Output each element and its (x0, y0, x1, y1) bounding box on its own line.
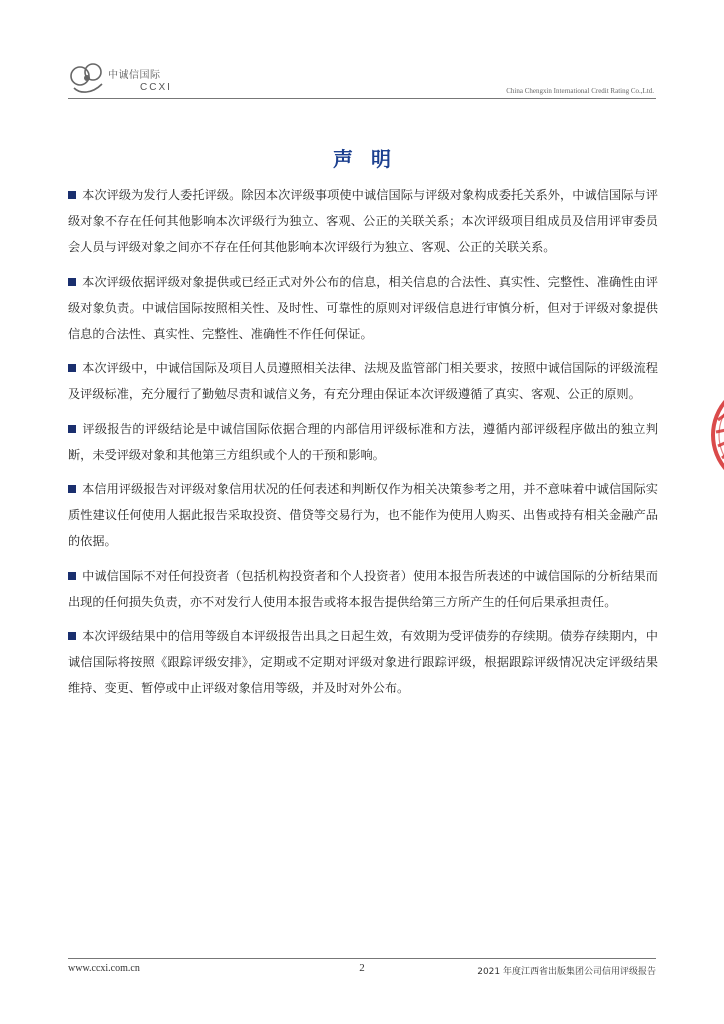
official-seal-icon (700, 370, 724, 500)
square-bullet-icon (68, 485, 76, 493)
footer-divider (68, 958, 656, 959)
footer-report-name: 2021 年度江西省出版集团公司信用评级报告 (477, 967, 656, 977)
square-bullet-icon (68, 191, 76, 199)
statement-text: 本次评级依据评级对象提供或已经正式对外公布的信息，相关信息的合法性、真实性、完整性、准确性由评级对象负责。中诚信国际按照相关性、及时性、可靠性的原则对评级信息进行审慎分析，但对于评级对象提供信息的合法性、真实性、完整性、准确性不作任何保证。 (68, 274, 658, 341)
statement-text: 评级报告的评级结论是中诚信国际依据合理的内部信用评级标准和方法，遵循内部评级程序做出的独立判断，未受评级对象和其他第三方组织或个人的干预和影响。 (68, 421, 658, 462)
logo-english-name: CCXI (140, 82, 172, 93)
footer-website: www.ccxi.com.cn (68, 963, 140, 974)
statement-item (68, 476, 658, 554)
statement-text: 本次评级为发行人委托评级。除因本次评级事项使中诚信国际与评级对象构成委托关系外，中诚信国际与评级对象不存在任何其他影响本次评级行为独立、客观、公正的关联关系；本次评级项目组成员及信用评审委员会人员与评级对象之间亦不存在任何其他影响本次评级行为独立、客观、公正的关联关系。 (68, 188, 658, 254)
statement-item (68, 623, 658, 701)
square-bullet-icon (68, 632, 76, 640)
statement-item (68, 355, 658, 407)
statement-list (68, 182, 658, 710)
header-divider (68, 98, 656, 99)
statement-text: 本次评级中，中诚信国际及项目人员遵照相关法律、法规及监管部门相关要求，按照中诚信国际的评级流程及评级标准，充分履行了勤勉尽责和诚信义务，有充分理由保证本次评级遵循了真实、客观、公正的原则。 (68, 361, 658, 401)
logo-chinese-name: 中诚信国际 (108, 70, 161, 81)
square-bullet-icon (68, 425, 76, 433)
statement-item (68, 269, 658, 347)
square-bullet-icon (68, 364, 76, 372)
statement-text: 本信用评级报告对评级对象信用状况的任何表述和判断仅作为相关决策参考之用，并不意味着中诚信国际实质性建议任何使用人据此报告采取投资、借贷等交易行为，也不能作为使用人购买、出售或持有相关金融产品的依据。 (68, 482, 658, 548)
statement-item (68, 416, 658, 468)
statement-item (68, 182, 658, 260)
ccxi-logo-icon (68, 58, 108, 96)
company-english-name: China Chengxin International Credit Rating Co.,Ltd. (506, 87, 654, 95)
page-header (68, 58, 656, 98)
statement-text: 中诚信国际不对任何投资者（包括机构投资者和个人投资者）使用本报告所表述的中诚信国际的分析结果而出现的任何损失负责，亦不对发行人使用本报告或将本报告提供给第三方所产生的任何后果承担责任。 (68, 568, 658, 609)
page-number: 2 (359, 962, 365, 974)
square-bullet-icon (68, 278, 76, 286)
square-bullet-icon (68, 572, 76, 580)
statement-text: 本次评级结果中的信用等级自本评级报告出具之日起生效，有效期为受评债券的存续期。债券存续期内，中诚信国际将按照《跟踪评级安排》，定期或不定期对评级对象进行跟踪评级，根据跟踪评级情况决定评级结果维持、变更、暂停或中止评级对象信用等级，并及时对外公布。 (68, 629, 658, 695)
statement-item (68, 563, 658, 615)
page-title: 声明 (333, 147, 409, 171)
